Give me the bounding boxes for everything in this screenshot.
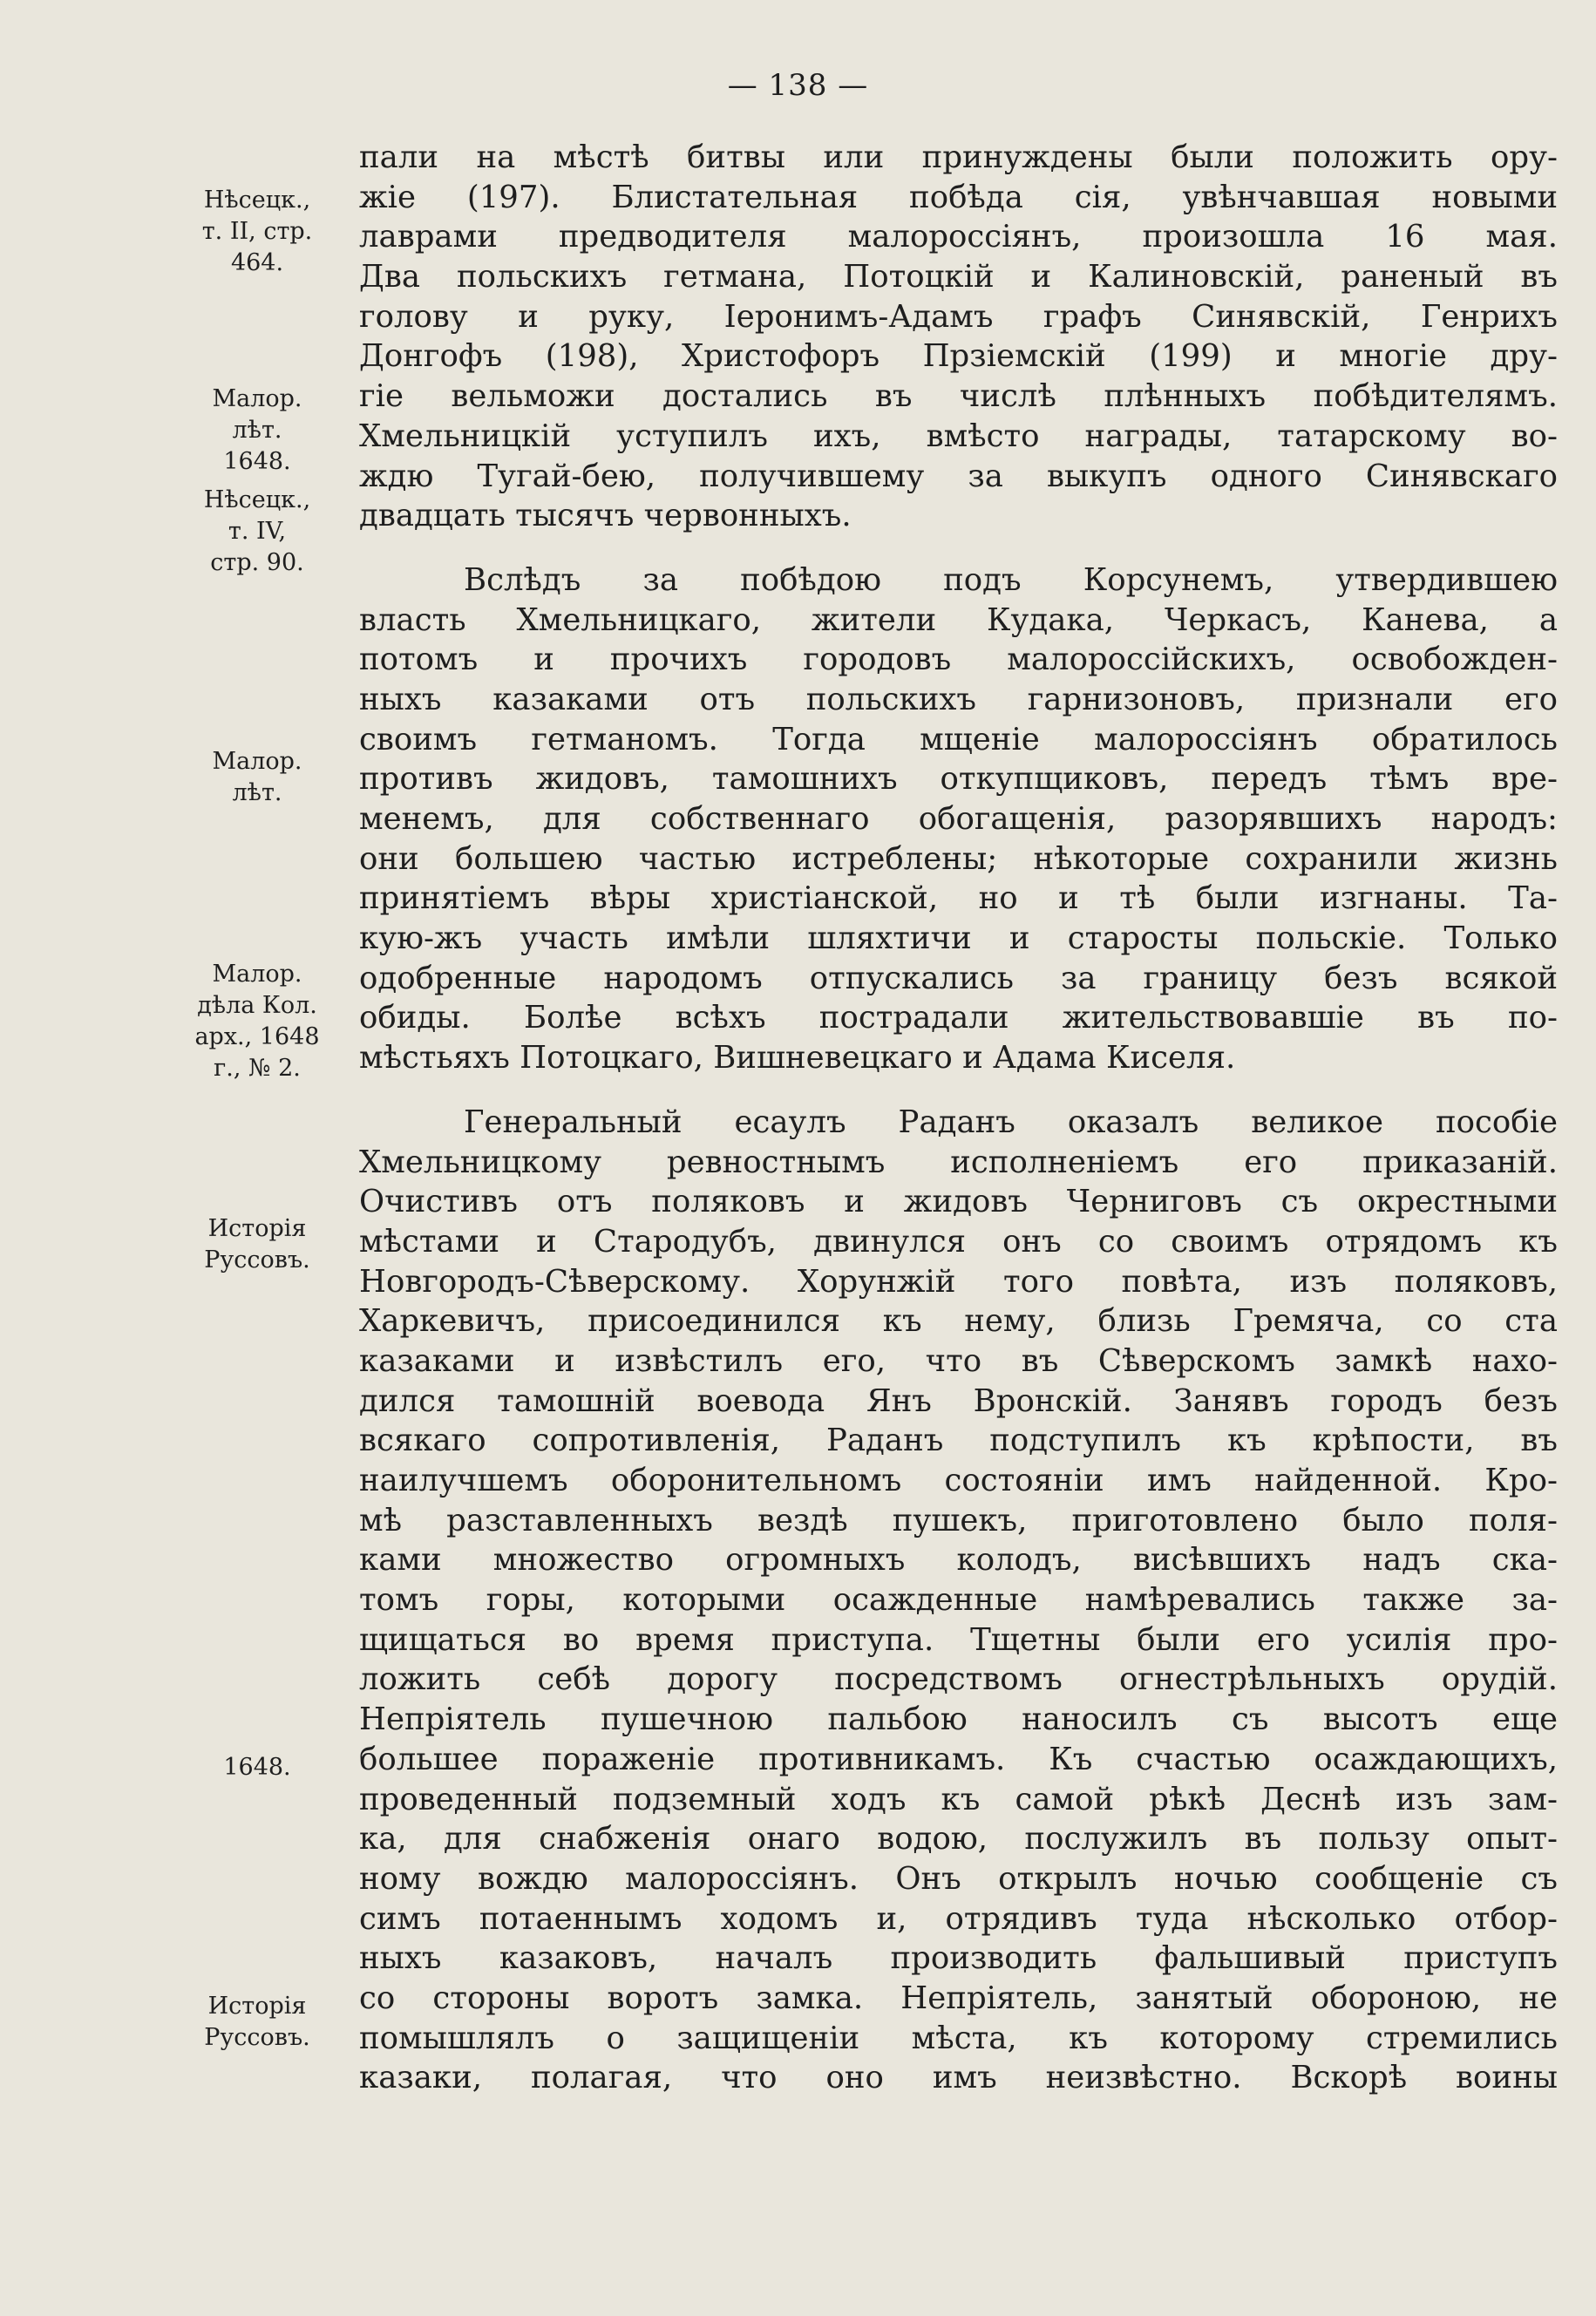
- margin-note: Малор. лѣт. 1648.: [212, 385, 302, 475]
- margin-note: Исторія Руссовъ.: [204, 1215, 310, 1273]
- margin-note: Малор. дѣла Кол. арх., 1648 г., № 2.: [194, 961, 320, 1082]
- paragraph: пали на мѣстѣ битвы или принуждены были положить ору- жіе (197). Блистательная побѣда сія, увѣнчавшая новыми лаврами предводителя малороссіянъ, произошла 16 мая. Два польскихъ гетмана, Потоцкій и Калиновскій, раненый въ голову и руку, Іеронимъ-Адамъ графъ Синявскій, Генрихъ Донгофъ (198), Христофоръ Прзіемскій (199) и многіе дру- гіе вельможи достались въ числѣ плѣнныхъ побѣдителямъ. Хмельницкій уступилъ ихъ, вмѣсто награды, татарскому во- ждю Тугай-бею, получившему за выкупъ одного Синявскаго двадцать тысячъ червонныхъ.: [359, 139, 1558, 534]
- paragraph: Вслѣдъ за побѣдою подъ Корсунемъ, утвердившею власть Хмельницкаго, жители Кудака, Черкасъ, Канева, а потомъ и прочихъ городовъ малороссійскихъ, освобожден- ныхъ казаками отъ польскихъ гарнизоновъ, признали его своимъ гетманомъ. Тогда мщеніе малороссіянъ обратилось противъ жидовъ, тамошнихъ откупщиковъ, передъ тѣмъ вре- менемъ, для собственнаго обогащенія, разорявшихъ народъ: они большею частью истреблены; нѣкоторые сохранили жизнь принятіемъ вѣры христіанской, но и тѣ были изгнаны. Та- кую-жъ участь имѣли шляхтичи и старосты польскіе. Только одобренные народомъ отпускались за границу безъ всякой обиды. Болѣе всѣхъ пострадали жительствовавшіе въ по- мѣстьяхъ Потоцкаго, Вишневецкаго и Адама Киселя.: [359, 561, 1558, 1076]
- page-number: — 138 —: [727, 68, 869, 103]
- body-text: [359, 138, 1558, 2098]
- margin-note: 1648.: [223, 1754, 291, 1781]
- margin-note: Исторія Руссовъ.: [204, 1993, 310, 2051]
- margin-note: Нѣсецк., т. IV, стр. 90.: [203, 486, 311, 576]
- margin-note: Нѣсецк., т. II, стр. 464.: [201, 187, 313, 276]
- margin-note: Малор. лѣт.: [212, 748, 302, 806]
- paragraph: Генеральный есаулъ Раданъ оказалъ великое пособіе Хмельницкому ревностнымъ исполненіемъ его приказаній. Очистивъ отъ поляковъ и жидовъ Черниговъ съ окрестными мѣстами и Стародубъ, двинулся онъ со своимъ отрядомъ къ Новгородъ-Сѣверскому. Хорунжій того повѣта, изъ поляковъ, Харкевичъ, присоединился къ нему, близь Гремяча, со ста казаками и извѣстилъ его, что въ Сѣверскомъ замкѣ нахо- дился тамошній воевода Янъ Вронскій. Занявъ городъ безъ всякаго сопротивленія, Раданъ подступилъ къ крѣпости, въ наилучшемъ оборонительномъ состояніи имъ найденной. Кро- мѣ разставленныхъ вездѣ пушекъ, приготовлено было поля- ками множество огромныхъ колодъ, висѣвшихъ надъ ска- томъ горы, которыми осажденные намѣревались также за- щищаться во время приступа. Тщетны были его усилія про- ложить себѣ дорогу посредствомъ огнестрѣльныхъ орудій. Непріятель пушечною пальбою наносилъ съ высотъ еще большее пораженіе противникамъ. Къ счастью осаждающихъ, проведенный подземный ходъ къ самой рѣкѣ Деснѣ изъ зам- ка, для снабженія онаго водою, послужилъ въ пользу опыт- ному вождю малороссіянъ. Онъ открылъ ночью сообщеніе съ симъ потаеннымъ ходомъ и, отрядивъ туда нѣсколько отбор- ныхъ казаковъ, началъ производить фальшивый приступъ со стороны воротъ замка. Непріятель, занятый обороною, не помышлялъ о защищеніи мѣста, къ которому стремились казаки, полагая, что оно имъ неизвѣстно. Вскорѣ воины: [359, 1104, 1558, 2096]
